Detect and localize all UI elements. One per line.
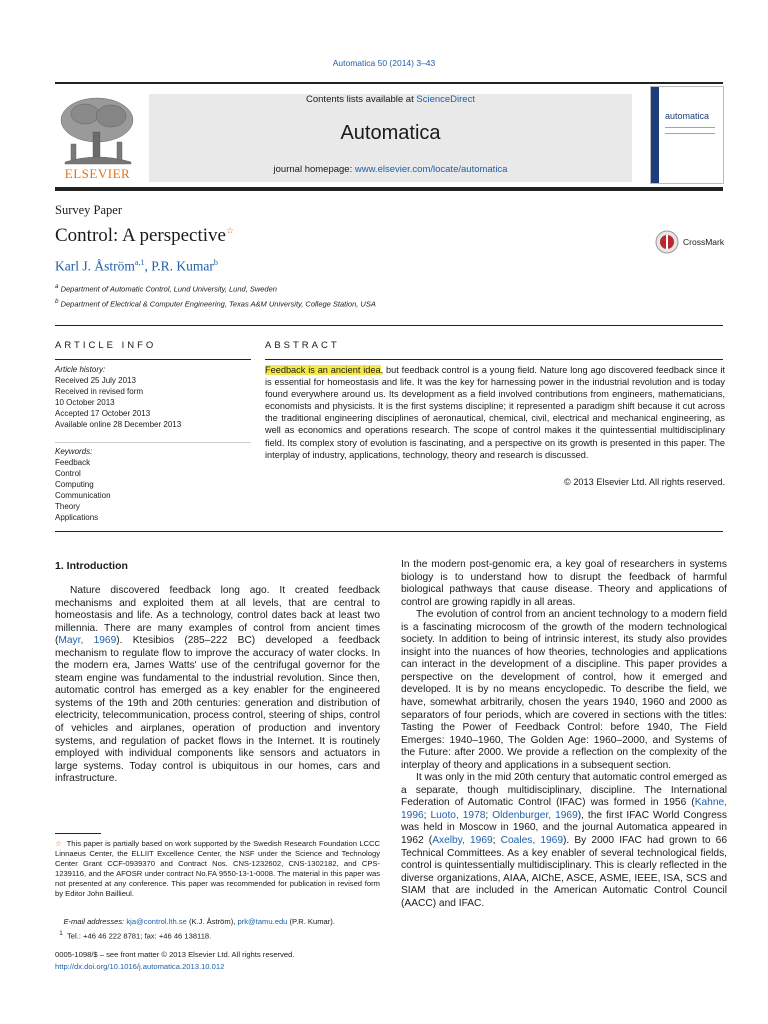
keyword: Control	[55, 469, 81, 478]
highlighted-text[interactable]: Feedback is an ancient idea	[265, 365, 381, 375]
keyword: Applications	[55, 513, 99, 522]
header-rule-top	[55, 82, 723, 84]
keyword: Theory	[55, 502, 80, 511]
footnote-funding: ☆ This paper is partially based on work supported by the Swedish Research Foundation LCCC Linnaeus Center, the ELLIIT Excellence Center, the NSF under the Science and Technology Center Grant CCF-0939370 and Contract Nos. CNS-1232602, CNS-1302182, and CPS-1239116, and the AFOSR under contract No.FA 9550-13-1-0008. The material in this paper was not presented at any conference. This paper was recommended for publication in revised form by Editor John Baillieul.	[55, 839, 381, 898]
footnote-emails: E-mail addresses: kja@control.lth.se (K.J. Åström), prk@tamu.edu (P.R. Kumar).	[63, 917, 335, 926]
journal-reference[interactable]: Automatica 50 (2014) 3–43	[332, 58, 436, 68]
journal-homepage-line	[149, 164, 632, 175]
footnote-mark: ☆	[55, 839, 63, 848]
history-label: Article history:	[55, 365, 106, 374]
abstract-rule	[265, 359, 723, 360]
abstract-copyright: © 2013 Elsevier Ltd. All rights reserved.	[564, 477, 725, 487]
keyword: Feedback	[55, 458, 91, 467]
contents-prefix: Contents lists available at	[306, 94, 417, 105]
email-link[interactable]: prk@tamu.edu	[237, 917, 288, 926]
history-item: 10 October 2013	[55, 398, 115, 407]
paragraph: In the modern post-genomic era, a key goal of researchers in systems biology is to understand how to disrupt the feedback of harmful biological pathways that cause disease. Theory and applications of control are growing rapidly in all areas.	[401, 559, 727, 608]
history-item: Received in revised form	[55, 387, 144, 396]
paper-title-text: Control: A perspective	[55, 225, 226, 246]
paragraph: The evolution of control from an ancient technology to a modern field is a fascinating microcosm of the growth of the modern technological society. In addition to being of intrinsic interest, its study also provides insight into the nuances of how theories, technologies and applications can interact in the development of a discipline. This paper provides a perspective on the development of control, how it emerged and developed. It is by no means encyclopedic. To describe the field, we have, somewhat arbitrarily, chosen the years 1940, 1960 and 2000 as separators of four periods, which are covered in sections with the titles: Tasting the Power of Feedback Control: before 1940, The Field Emerges: 1940–1960, The Golden Age: 1960–2000, and Systems of the Future: after 2000. We provide a reflection on the complexity of the interplay of theory and applications in a subsequent section.	[401, 609, 727, 771]
abstract-text	[265, 364, 725, 461]
abstract-heading: ABSTRACT	[265, 340, 340, 351]
section-heading: 1. Introduction	[55, 560, 128, 572]
doi-link[interactable]: http://dx.doi.org/10.1016/j.automatica.2013.10.012	[55, 962, 225, 971]
keywords-rule	[55, 442, 251, 443]
author-affiliation-mark[interactable]: b	[213, 258, 218, 267]
cover-title: automatica	[665, 111, 710, 121]
title-footnote-mark[interactable]: ☆	[225, 225, 235, 236]
citation-link[interactable]: Luoto, 1978	[430, 809, 486, 821]
author-name[interactable]: P.R. Kumar	[151, 258, 214, 274]
citation-link[interactable]: Kahne, 1996	[401, 797, 727, 821]
elsevier-wordmark: ELSEVIER	[64, 166, 131, 181]
email-link[interactable]: kja@control.lth.se	[126, 917, 187, 926]
crossmark-label[interactable]: CrossMark	[683, 237, 725, 247]
journal-homepage-link[interactable]: www.elsevier.com/locate/automatica	[354, 164, 508, 175]
homepage-prefix: journal homepage:	[273, 164, 355, 175]
history-item: Available online 28 December 2013	[55, 420, 182, 429]
contents-line	[149, 94, 632, 105]
cover-spine	[651, 87, 659, 183]
issn-line: 0005-1098/$ – see front matter © 2013 Elsevier Ltd. All rights reserved.	[55, 950, 295, 959]
abstract-body-text: , but feedback control is a young field. Nature long ago discovered feedback since it is essential for homeostasis and life. It was the key for harnessing power in the industrial revolution and is today found everywhere around us. Its development as a field involved contributions from engineers, mathematicians, economists and physicists. It is the first systems discipline; it represented a paradigm shift because it cut across the traditional engineering disciplines of aeronautical, chemical, civil, electrical and mechanical engineering, as well as economics and operations research. The scope of control makes it the quintessential multidisciplinary field. Its complex story of evolution is fascinating, and a perspective on its growth is presented in this paper. The interplay of industry, applications, technology, theory and research is discussed.	[265, 365, 725, 460]
cover-line	[665, 127, 715, 128]
cover-line	[665, 133, 715, 134]
paragraph: It was only in the mid 20th century that automatic control emerged as a separate, though multidisciplinary, discipline. The International Federation of Automatic Control (IFAC) was formed in 1956 (Kahne, 1996; Luoto, 1978; Oldenburger, 1969), the first IFAC World Congress was held in Moscow in 1960, and the journal Automatica appeared in 1962 (Axelby, 1969; Coales, 1969). By 2000 IFAC had grown to 66 Technical Committees. As a key enabler of several technological fields, control is quintessentially multidisciplinary. This is clearly reflected in the diverse organizations, AIAA, AIChE, ASCE, ASME, IEEE, ISA, SCS and SIAM that are included in the American Automatic Control Council (AACC) and IFAC.	[401, 772, 727, 909]
journal-name: Automatica	[340, 122, 441, 144]
article-history	[55, 364, 181, 430]
footnote-tel: $^1$ Tel.: +46 46 222 8781; fax: +46 46 138118.	[59, 930, 212, 941]
header-rule-bottom	[55, 187, 723, 191]
citation-link[interactable]: Axelby, 1969	[432, 835, 493, 847]
info-bottom-rule	[55, 531, 723, 532]
affiliation: $^b$ Department of Electrical & Computer Engineering, Texas A&M University, College Station, USA	[55, 298, 376, 309]
body-column-left	[55, 585, 380, 786]
journal-cover-thumbnail[interactable]	[650, 86, 724, 184]
keywords	[55, 446, 111, 523]
paper-title	[55, 225, 234, 247]
affiliation-rule	[55, 325, 723, 326]
author-list: Karl J. Åström$^{a,1}$, P.R. Kumar$^b$	[55, 258, 218, 274]
body-column-right	[401, 559, 727, 910]
citation-link[interactable]: Coales, 1969	[500, 835, 564, 847]
author-name[interactable]: Karl J. Åström	[55, 258, 135, 274]
paper-type: Survey Paper	[55, 203, 122, 217]
history-item: Received 25 July 2013	[55, 376, 136, 385]
keywords-label: Keywords:	[55, 447, 93, 456]
article-info-rule	[55, 359, 251, 360]
article-info-heading: ARTICLE INFO	[55, 340, 157, 351]
author-affiliation-mark[interactable]: a,1	[134, 258, 145, 267]
history-item: Accepted 17 October 2013	[55, 409, 151, 418]
affiliation: $^a$ Department of Automatic Control, Lund University, Lund, Sweden	[55, 283, 277, 294]
citation-link[interactable]: Mayr, 1969	[58, 635, 117, 647]
keyword: Computing	[55, 480, 94, 489]
keyword: Communication	[55, 491, 111, 500]
footnote-rule	[55, 833, 101, 834]
paragraph: Nature discovered feedback long ago. It created feedback mechanisms and exploited them at all levels, that are central to homeostasis and life. As a technology, control dates back at least two millennia. There are many examples of control from ancient times (Mayr, 1969). Ktesibios (285–222 BC) developed a feedback mechanism to regulate flow to improve the accuracy of water clocks. In the modern era, James Watts' use of the centrifugal governor for the steam engine was fundamental to the industrial revolution. Since then, automatic control has emerged as a key enabler for the engineered systems of the 19th and 20th centuries: generation and distribution of electricity, telecommunication, process control, steering of ships, control of vehicles and airplanes, operation of production and inventory systems, and regulation of packet flows in the Internet. It is routinely employed with individual components like sensors and actuators in large systems. Today control is ubiquitous in our homes, cars and infrastructure.	[55, 585, 381, 785]
citation-link[interactable]: Oldenburger, 1969	[492, 809, 578, 821]
sciencedirect-link[interactable]: ScienceDirect	[416, 94, 475, 105]
